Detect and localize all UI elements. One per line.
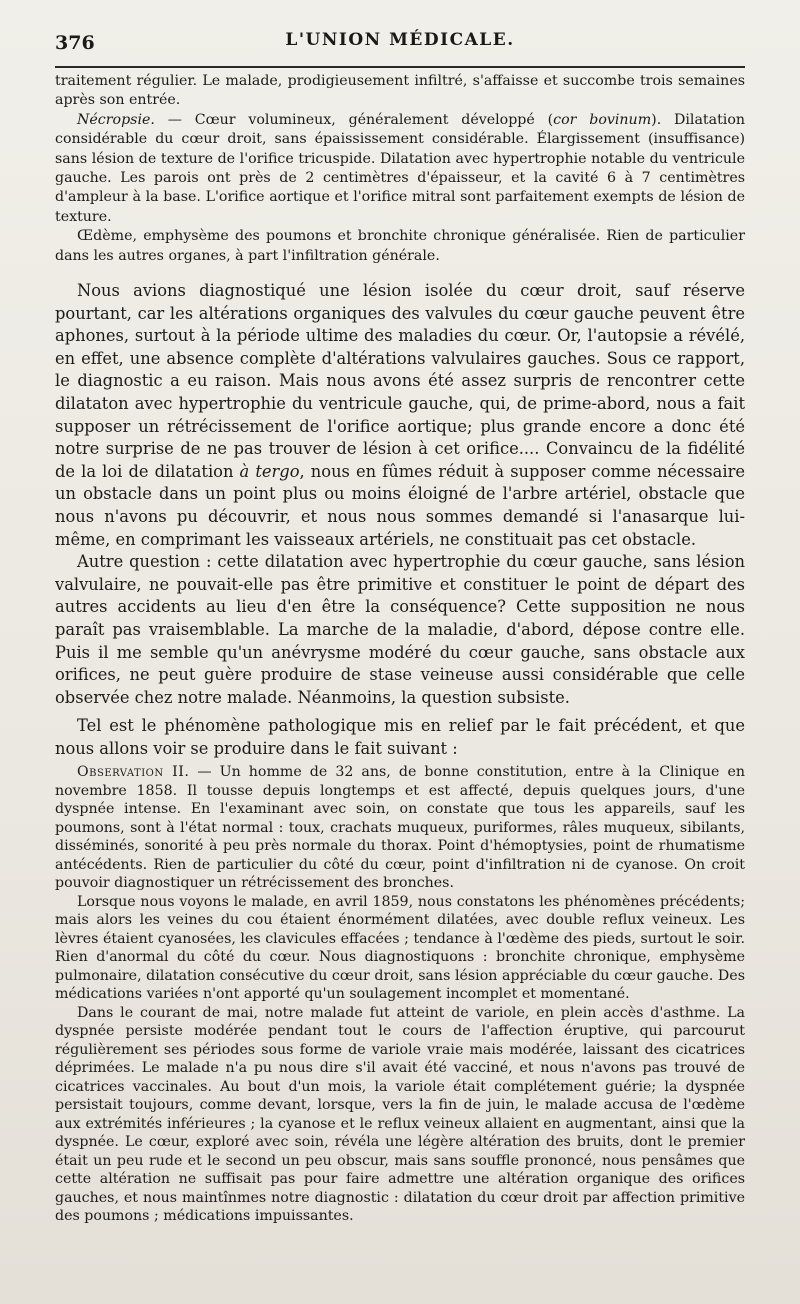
intro-section (55, 72, 745, 266)
observation-text-1: — Un homme de 32 ans, de bonne constitution, entre à la Clinique en novembre 1858. Il tousse depuis longtemps et est affecté, depuis quelques jours, d'une dyspnée intense. En l'examinant avec soin, on constate que tous les appareils, sauf les poumons, sont à l'état normal : toux, crachats muqueux, puriformes, râles muqueux, sibilants, disséminés, sonorité à peu près normale du thorax. Point d'hémoptysies, point de rhumatisme antécédents. Rien de particulier du côté du cœur, point d'infiltration ni de cyanose. On croit pouvoir diagnostiquer un rétrécissement des bronches. (55, 764, 745, 891)
a-tergo-term: à tergo (239, 461, 300, 481)
necropsy-text-a: Cœur volumineux, généralement développé ( (181, 111, 554, 128)
observation-paragraph-2: Lorsque nous voyons le malade, en avril 1859, nous constatons les phénomènes précédents; mais alors les veines du cou étaient énormément dilatées, avec double reflux veineux. Les lèvres étaient cyanosées, les clavicules effacées ; tendance à l'œdème des pieds, surtout le soir. Rien d'anormal du côté du cœur. Nous diagnostiquons : bronchite chronique, emphysème pulmonaire, dilatation consécutive du cœur droit, sans lésion appréciable du cœur gauche. Des médications variées n'ont apporté qu'un soulagement incomplet et momentané. (55, 893, 745, 1002)
observation-paragraph-1 (55, 763, 745, 893)
observation-label: Observation II. (77, 764, 190, 780)
cor-bovinum-term: cor bovinum (553, 111, 652, 128)
discussion-paragraph-2: Autre question : cette dilatation avec hypertrophie du cœur gauche, sans lésion valvulaire, ne pouvait-elle pas être primitive et constituer le point de départ des autres accidents au lieu d'en être la conséquence? Cette supposition ne nous paraît pas vraisemblable. La marche de la maladie, d'abord, dépose contre elle. Puis il me semble qu'un anévrysme modéré du cœur gauche, sans obstacle aux orifices, ne peut guère produire de stase veineuse aussi considérable que celle observée chez notre malade. Néanmoins, la question subsiste. (55, 552, 745, 707)
intro-paragraph-1: traitement régulier. Le malade, prodigieusement infiltré, s'affaisse et succombe trois semaines après son entrée. (55, 73, 745, 109)
oedeme-paragraph: Œdème, emphysème des poumons et bronchite chronique généralisée. Rien de particulier dans les autres organes, à part l'infiltration générale. (55, 228, 745, 264)
discussion-paragraph-3: Tel est le phénomène pathologique mis en relief par le fait précédent, et que nous allons voir se produire dans le fait suivant : (55, 716, 745, 758)
discussion-text-a: Nous avions diagnostiqué une lésion isolée du cœur droit, sauf réserve pourtant, car les altérations organiques des valvules du cœur gauche peuvent être aphones, surtout à la période ultime des maladies du cœur. Or, l'autopsie a révélé, en effet, une absence complète d'altérations valvulaires gauches. Sous ce rapport, le diagnostic a eu raison. Mais nous avons été assez surpris de rencontrer cette dilataton avec hypertrophie du ventricule gauche, qui, de prime-abord, nous a fait supposer un rétrécissement de l'orifice aortique; plus grande encore a donc été notre surprise de ne pas trouver de lésion à cet orifice.... Convaincu de la fidélité de la loi de dilatation (55, 281, 745, 481)
discussion-paragraph-1 (55, 280, 745, 551)
observation-paragraph-3: Dans le courant de mai, notre malade fut atteint de variole, en plein accès d'asthme. La dyspnée persiste modérée pendant tout le cours de l'affection éruptive, qui parcourut régulièrement ses périodes sous forme de variole vraie mais modérée, laissant des cicatrices déprimées. Le malade n'a pu nous dire s'il avait été vacciné, et nous n'avons pas trouvé de cicatrices vaccinales. Au bout d'un mois, la variole était complétement guérie; la dyspnée persistait toujours, comme devant, lorsque, vers la fin de juin, le malade accusa de l'œdème aux extrémités inférieures ; la cyanose et le reflux veineux allaient en augmentant, ainsi que la dyspnée. Le cœur, exploré avec soin, révéla une légère altération des bruits, dont le premier était un peu rude et le second un peu obscur, mais sans souffle prononcé, nous pensâmes que cette altération ne suffisait pas pour faire admettre une altération organique des orifices gauches, et nous maintînmes notre diagnostic : dilatation du cœur droit par affection primitive des poumons ; médications impuissantes. (55, 1004, 745, 1224)
header-rule (55, 66, 745, 68)
necropsy-text-b: ). Dilatation considérable du cœur droit, sans épaississement considérable. Élargissement (insuffisance) sans lésion de texture de l'orifice tricuspide. Dilatation avec hypertrophie notable du ventricule gauche. Les parois ont près de 2 centimètres d'épaisseur, et la cavité 6 à 7 centimètres d'ampleur à la base. L'orifice aortique et l'orifice mitral sont parfaitement exempts de lésion de texture. (55, 111, 746, 225)
page-header (55, 22, 745, 62)
necropsy-paragraph (55, 111, 745, 227)
necropsy-label: Nécropsie. — (77, 111, 182, 128)
page-number: 376 (55, 32, 95, 54)
running-title: L'UNION MÉDICALE. (285, 30, 515, 50)
observation-section (55, 763, 745, 1226)
discussion-section (55, 280, 745, 760)
discussion-text-b: , nous en fûmes réduit à supposer comme nécessaire un obstacle dans un point plus ou moins éloigné de l'arbre artériel, obstacle que nous n'avons pu découvrir, et nous nous sommes demandé si l'anasarque lui-même, en comprimant les vaisseaux artériels, ne constituait pas cet obstacle. (55, 461, 745, 549)
